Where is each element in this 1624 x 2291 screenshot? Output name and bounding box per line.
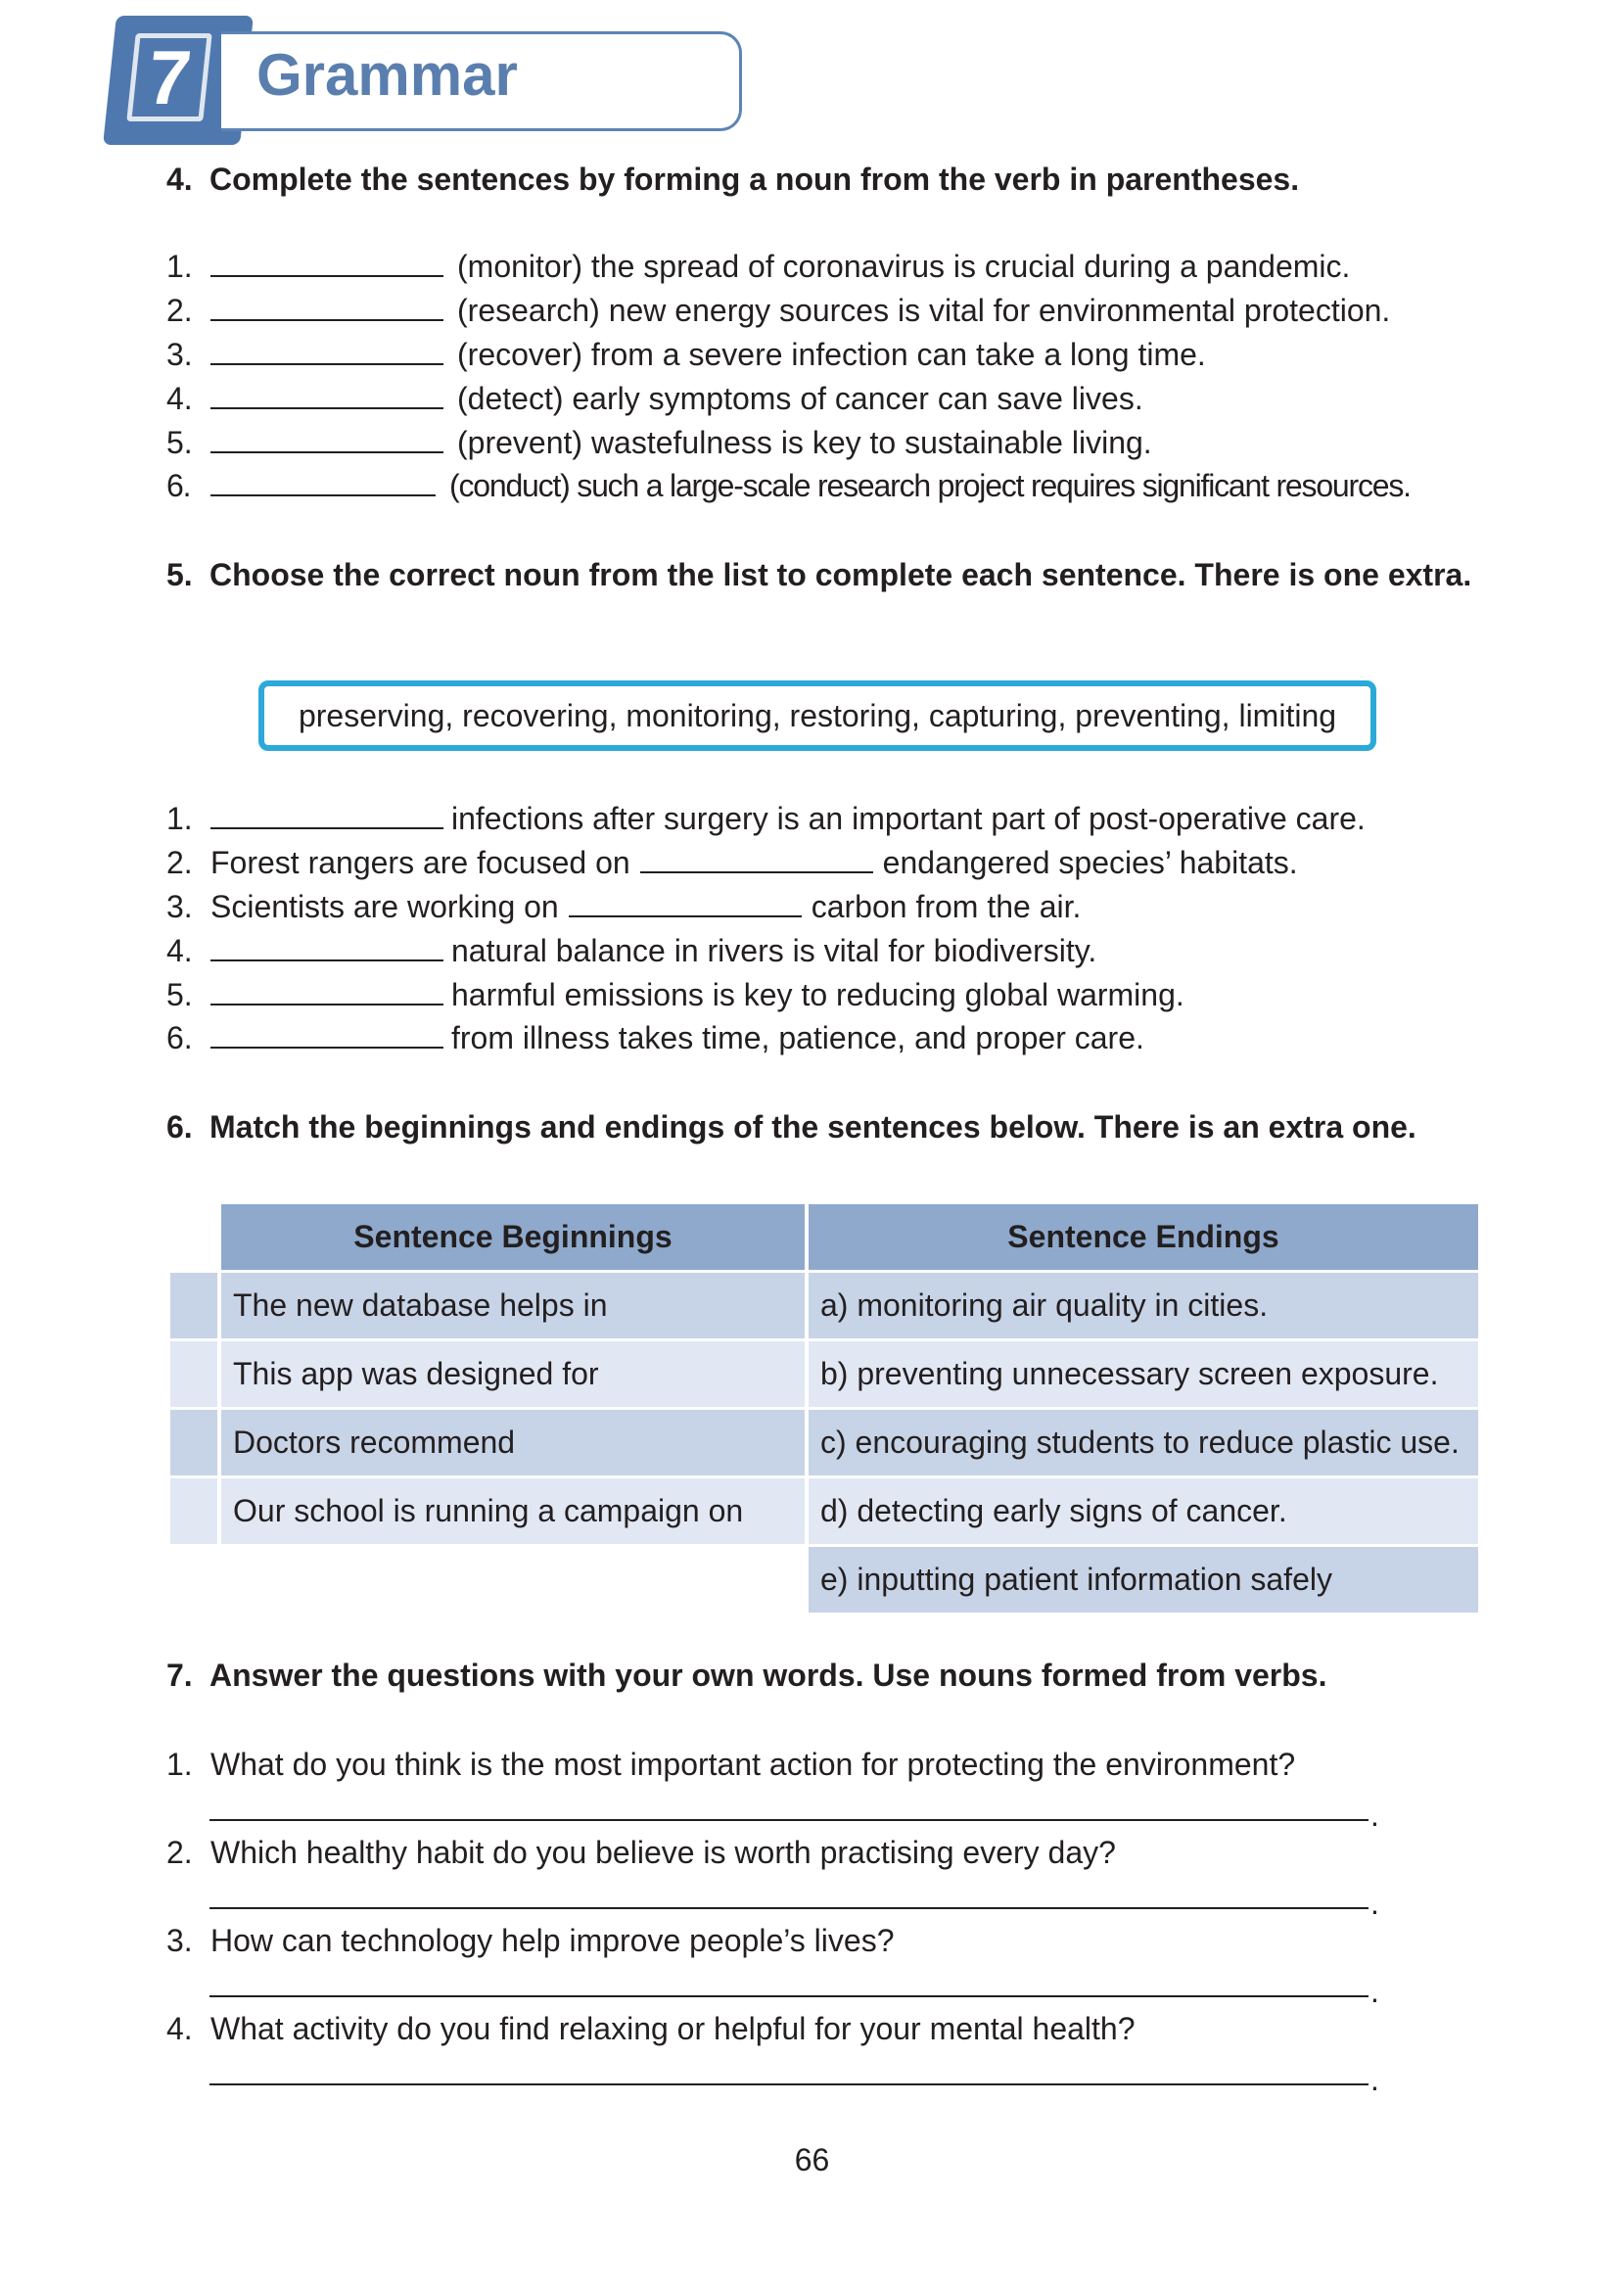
ex5-item [166, 885, 1081, 928]
word-box: preserving, recovering, monitoring, restoring, capturing, preventing, limiting [258, 680, 1376, 751]
question-text: How can technology help improve people’s lives? [210, 1923, 895, 1958]
item-number: 4. [166, 381, 193, 416]
answer-blank[interactable] [210, 246, 443, 277]
line-period: . [1370, 1798, 1379, 1833]
line-period: . [1370, 2062, 1379, 2097]
item-text: (research) new energy sources is vital for environmental protection. [457, 293, 1391, 328]
answer-box[interactable] [170, 1273, 217, 1338]
item-text-after: carbon from the air. [811, 889, 1082, 924]
beginning-cell: Doctors recommend [221, 1410, 805, 1475]
item-text-after: harmful emissions is key to reducing global warming. [451, 977, 1184, 1012]
item-number: 3. [166, 889, 193, 924]
ex6-instruction: Match the beginnings and endings of the sentences below. There is an extra one. [209, 1109, 1416, 1145]
answer-blank[interactable] [210, 930, 443, 961]
ex7-question [166, 2007, 1136, 2050]
item-number: 6. [166, 468, 191, 503]
ending-cell: a) monitoring air quality in cities. [809, 1273, 1478, 1338]
question-text: What do you think is the most important action for protecting the environment? [210, 1747, 1296, 1782]
ex7-question [166, 1919, 894, 1962]
ex5-item [166, 1016, 1144, 1059]
item-text: (recover) from a severe infection can take a long time. [457, 337, 1206, 372]
answer-line[interactable] [209, 1995, 1369, 1997]
item-number: 1. [166, 1747, 193, 1782]
item-number: 1. [166, 249, 193, 284]
item-text: (detect) early symptoms of cancer can save lives. [457, 381, 1143, 416]
ex7-question [166, 1743, 1295, 1786]
answer-line[interactable] [209, 2083, 1369, 2085]
answer-blank[interactable] [210, 1017, 443, 1049]
ex5-instruction: Choose the correct noun from the list to complete each sentence. There is one extra. [209, 557, 1472, 592]
answer-blank[interactable] [210, 334, 443, 365]
item-number: 3. [166, 1923, 193, 1958]
beginning-cell: The new database helps in [221, 1273, 805, 1338]
ending-cell: d) detecting early signs of cancer. [809, 1478, 1478, 1544]
answer-blank[interactable] [210, 378, 443, 409]
item-number: 3. [166, 337, 193, 372]
ex4-instruction: Complete the sentences by forming a noun from the verb in parentheses. [209, 162, 1300, 197]
ex6-number: 6. [166, 1109, 193, 1145]
item-number: 2. [166, 1835, 193, 1870]
answer-box[interactable] [170, 1410, 217, 1475]
answer-blank[interactable] [640, 842, 873, 873]
ex4-number: 4. [166, 162, 193, 197]
answer-blank[interactable] [569, 886, 802, 917]
ending-cell: b) preventing unnecessary screen exposure. [809, 1341, 1478, 1407]
answer-line[interactable] [209, 1907, 1369, 1909]
answer-line[interactable] [209, 1819, 1369, 1821]
ex5-item [166, 973, 1184, 1016]
line-period: . [1370, 1886, 1379, 1921]
ex5-number: 5. [166, 557, 193, 592]
answer-blank[interactable] [210, 422, 443, 453]
line-period: . [1370, 1974, 1379, 2009]
ex4-item [166, 289, 1390, 332]
item-number: 5. [166, 977, 193, 1012]
ex7-number: 7. [166, 1658, 193, 1693]
ex5-item [166, 797, 1366, 840]
item-text-before: Scientists are working on [210, 889, 559, 924]
answer-blank[interactable] [210, 974, 443, 1005]
ex5-item [166, 929, 1096, 972]
ex4-item [166, 421, 1152, 464]
item-number: 2. [166, 845, 193, 880]
item-number: 4. [166, 933, 193, 968]
question-text: What activity do you find relaxing or helpful for your mental health? [210, 2011, 1136, 2046]
page-number: 66 [794, 2142, 830, 2177]
item-text-after: from illness takes time, patience, and proper care. [451, 1020, 1144, 1055]
item-text-after: infections after surgery is an important part of post-operative care. [451, 801, 1366, 836]
answer-blank[interactable] [210, 465, 436, 496]
col-header-beginnings: Sentence Beginnings [221, 1204, 805, 1270]
col-header-endings: Sentence Endings [809, 1204, 1478, 1270]
item-text: (prevent) wastefulness is key to sustainable living. [457, 425, 1152, 460]
item-text: (conduct) such a large-scale research project requires significant resources. [449, 468, 1411, 503]
ex4-item [166, 377, 1143, 420]
answer-box[interactable] [170, 1341, 217, 1407]
unit-number: 7 [126, 33, 211, 121]
item-number: 2. [166, 293, 193, 328]
page-title: Grammar [256, 42, 518, 108]
answer-blank[interactable] [210, 798, 443, 829]
beginning-cell: This app was designed for [221, 1341, 805, 1407]
item-number: 1. [166, 801, 193, 836]
item-number: 6. [166, 1020, 193, 1055]
item-text-after: natural balance in rivers is vital for biodiversity. [451, 933, 1097, 968]
item-number: 5. [166, 425, 193, 460]
ex4-item [166, 464, 1411, 507]
item-text-before: Forest rangers are focused on [210, 845, 630, 880]
ex7-question [166, 1831, 1116, 1874]
item-text-after: endangered species’ habitats. [882, 845, 1298, 880]
ex7-instruction: Answer the questions with your own words. Use nouns formed from verbs. [209, 1658, 1327, 1693]
ending-cell: e) inputting patient information safely [809, 1547, 1478, 1613]
item-number: 4. [166, 2011, 193, 2046]
beginning-cell: Our school is running a campaign on [221, 1478, 805, 1544]
question-text: Which healthy habit do you believe is worth practising every day? [210, 1835, 1116, 1870]
item-text: (monitor) the spread of coronavirus is crucial during a pandemic. [457, 249, 1351, 284]
ex5-item [166, 841, 1298, 884]
ending-cell: c) encouraging students to reduce plastic use. [809, 1410, 1478, 1475]
answer-box[interactable] [170, 1478, 217, 1544]
ex4-item [166, 333, 1206, 376]
ex4-item [166, 245, 1350, 288]
answer-blank[interactable] [210, 290, 443, 321]
